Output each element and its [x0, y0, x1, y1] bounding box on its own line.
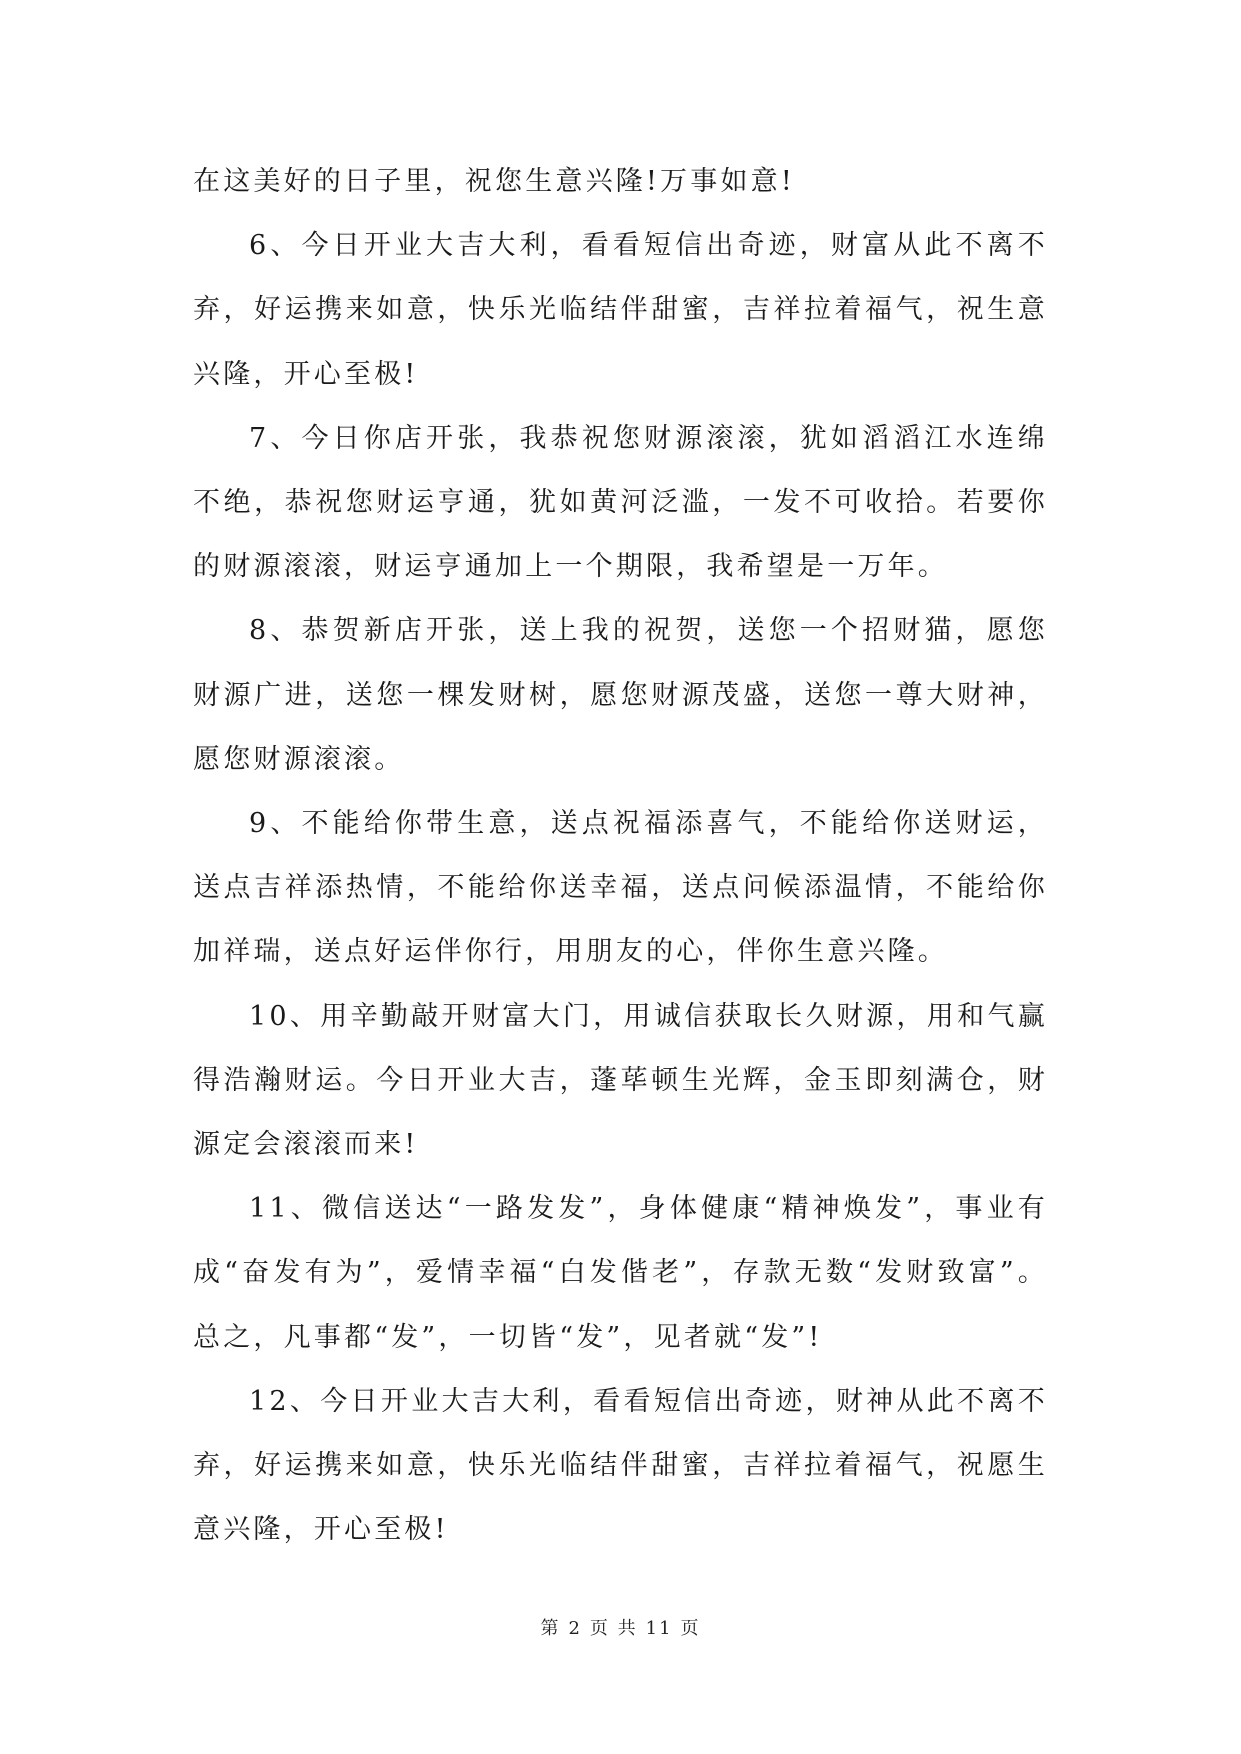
paragraph: 6、今日开业大吉大利，看看短信出奇迹，财富从此不离不弃，好运携来如意，快乐光临结伴甜蜜，吉祥拉着福气，祝生意兴隆，开心至极! — [193, 230, 1048, 390]
footer-suffix: 页 — [680, 1618, 701, 1639]
footer-total-pages: 11 — [645, 1618, 673, 1639]
paragraph: 8、恭贺新店开张，送上我的祝贺，送您一个招财猫，愿您财源广进，送您一棵发财树，愿您财源茂盛，送您一尊大财神，愿您财源滚滚。 — [193, 615, 1048, 775]
page-footer — [0, 1614, 1241, 1640]
paragraph: 在这美好的日子里，祝您生意兴隆!万事如意! — [193, 166, 795, 197]
paragraph: 11、微信送达“一路发发”，身体健康“精神焕发”，事业有成“奋发有为”，爱情幸福“白发偕老”，存款无数“发财致富”。总之，凡事都“发”，一切皆“发”，见者就“发”! — [193, 1193, 1048, 1353]
paragraph: 9、不能给你带生意，送点祝福添喜气，不能给你送财运，送点吉祥添热情，不能给你送幸福，送点问候添温情，不能给你加祥瑞，送点好运伴你行，用朋友的心，伴你生意兴隆。 — [193, 808, 1048, 968]
footer-middle: 页 共 — [589, 1618, 638, 1639]
paragraph: 12、今日开业大吉大利，看看短信出奇迹，财神从此不离不弃，好运携来如意，快乐光临结伴甜蜜，吉祥拉着福气，祝愿生意兴隆，开心至极! — [193, 1385, 1048, 1546]
paragraph: 10、用辛勤敲开财富大门，用诚信获取长久财源，用和气赢得浩瀚财运。今日开业大吉，蓬荜顿生光辉，金玉即刻满仓，财源定会滚滚而来! — [193, 1000, 1048, 1161]
footer-prefix: 第 — [540, 1618, 561, 1639]
document-body — [193, 150, 1048, 1562]
footer-page-number: 2 — [568, 1618, 582, 1639]
paragraph: 7、今日你店开张，我恭祝您财源滚滚，犹如滔滔江水连绵不绝，恭祝您财运亨通，犹如黄河泛滥，一发不可收拾。若要你的财源滚滚，财运亨通加上一个期限，我希望是一万年。 — [193, 422, 1048, 583]
